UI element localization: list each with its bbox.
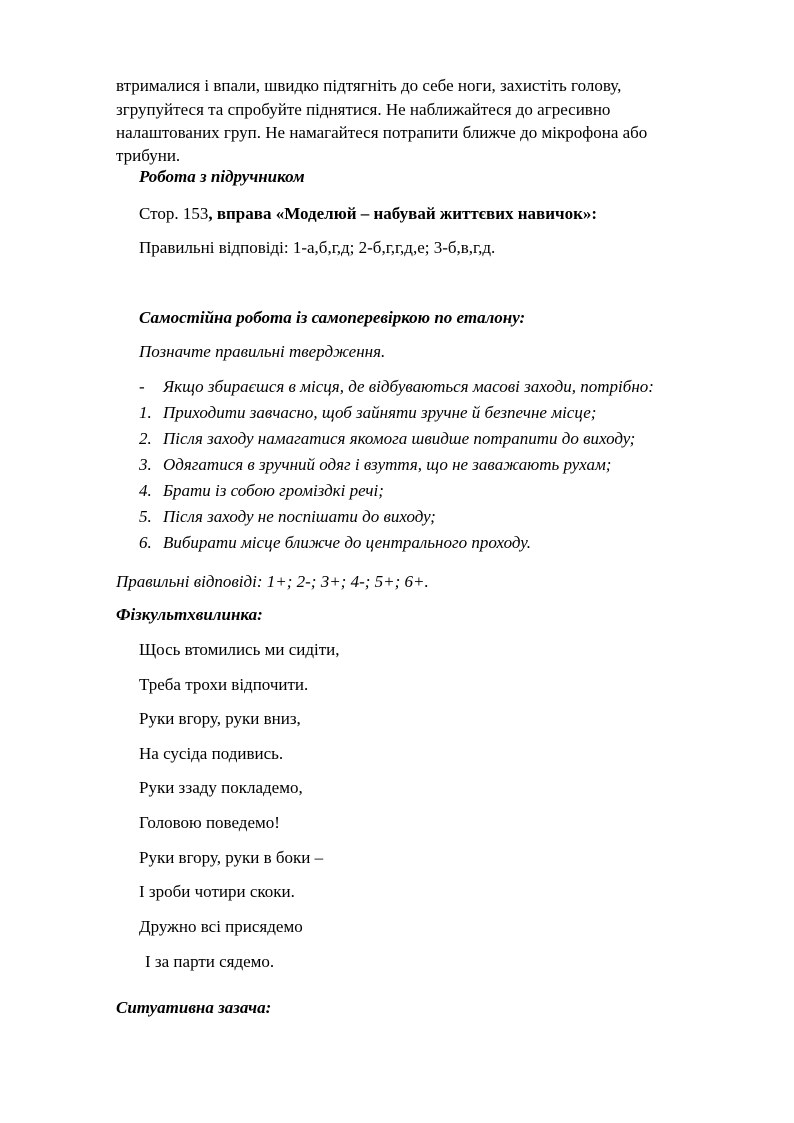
list-item-text: Приходити завчасно, щоб зайняти зручне й безпечне місце; [163, 403, 597, 422]
exercise-break-heading: Фізкультхвилинка: [116, 605, 263, 624]
textbook-answers: Правильні відповіді: 1-а,б,г,д; 2-б,г,г,д,е; 3-б,в,г,д. [139, 238, 496, 257]
list-item-text: Одягатися в зручний одяг і взуття, що не заважають рухам; [163, 455, 612, 474]
list-item-number: 6. [139, 533, 152, 552]
list-item-text: Після заходу намагатися якомога швидше потрапити до виходу; [163, 429, 636, 448]
paragraph-line-4: трибуни. [116, 146, 181, 165]
page-reference: Стор. 153 [139, 204, 209, 223]
list-item [139, 403, 596, 423]
verse-line: На сусіда подивись. [139, 744, 284, 763]
list-item-number: 1. [139, 403, 152, 422]
situation-heading: Ситуативна зазача: [116, 998, 272, 1017]
verse-line: Треба трохи відпочити. [139, 675, 309, 694]
verse-line: І за парти сядемо. [145, 952, 275, 971]
list-item [139, 455, 611, 475]
selfwork-heading: Самостійна робота із самоперевіркою по еталону: [139, 308, 526, 327]
list-item-text: Вибирати місце ближче до центрального проходу. [163, 533, 531, 552]
textbook-exercise-ref [139, 204, 597, 224]
lead-text: Якщо збираєшся в місця, де відбуваються масові заходи, потрібно: [163, 377, 654, 396]
textbook-heading: Робота з підручником [139, 167, 305, 186]
list-item [139, 507, 436, 527]
verse-line: І зроби чотири скоки. [139, 882, 295, 901]
list-item-number: 3. [139, 455, 152, 474]
verse-line: Головою поведемо! [139, 813, 280, 832]
list-dash-marker: - [139, 377, 145, 396]
verse-line: Руки вгору, руки в боки – [139, 848, 324, 867]
paragraph-line-2: згрупуйтеся та спробуйте піднятися. Не наближайтеся до агресивно [116, 100, 611, 119]
exercise-title: , вправа «Моделюй – набувай життєвих навичок»: [208, 204, 598, 223]
list-item-number: 5. [139, 507, 152, 526]
verse-line: Руки ззаду покладемо, [139, 778, 303, 797]
list-item-number: 4. [139, 481, 152, 500]
selfwork-lead [139, 377, 654, 397]
selfwork-answers: Правильні відповіді: 1+; 2-; 3+; 4-; 5+; 6+. [116, 572, 429, 591]
list-item-text: Після заходу не поспішати до виходу; [163, 507, 436, 526]
list-item [139, 533, 531, 553]
verse-line: Щось втомились ми сидіти, [139, 640, 340, 659]
list-item [139, 429, 635, 449]
list-item-text: Брати із собою громіздкі речі; [163, 481, 384, 500]
paragraph-line-1: втрималися і впали, швидко підтягніть до себе ноги, захистіть голову, [116, 76, 622, 95]
list-item-number: 2. [139, 429, 152, 448]
verse-line: Дружно всі присядемо [139, 917, 303, 936]
list-item [139, 481, 384, 501]
verse-line: Руки вгору, руки вниз, [139, 709, 301, 728]
selfwork-instruction: Позначте правильні твердження. [139, 342, 386, 361]
paragraph-line-3: налаштованих груп. Не намагайтеся потрапити ближче до мікрофона або [116, 123, 648, 142]
